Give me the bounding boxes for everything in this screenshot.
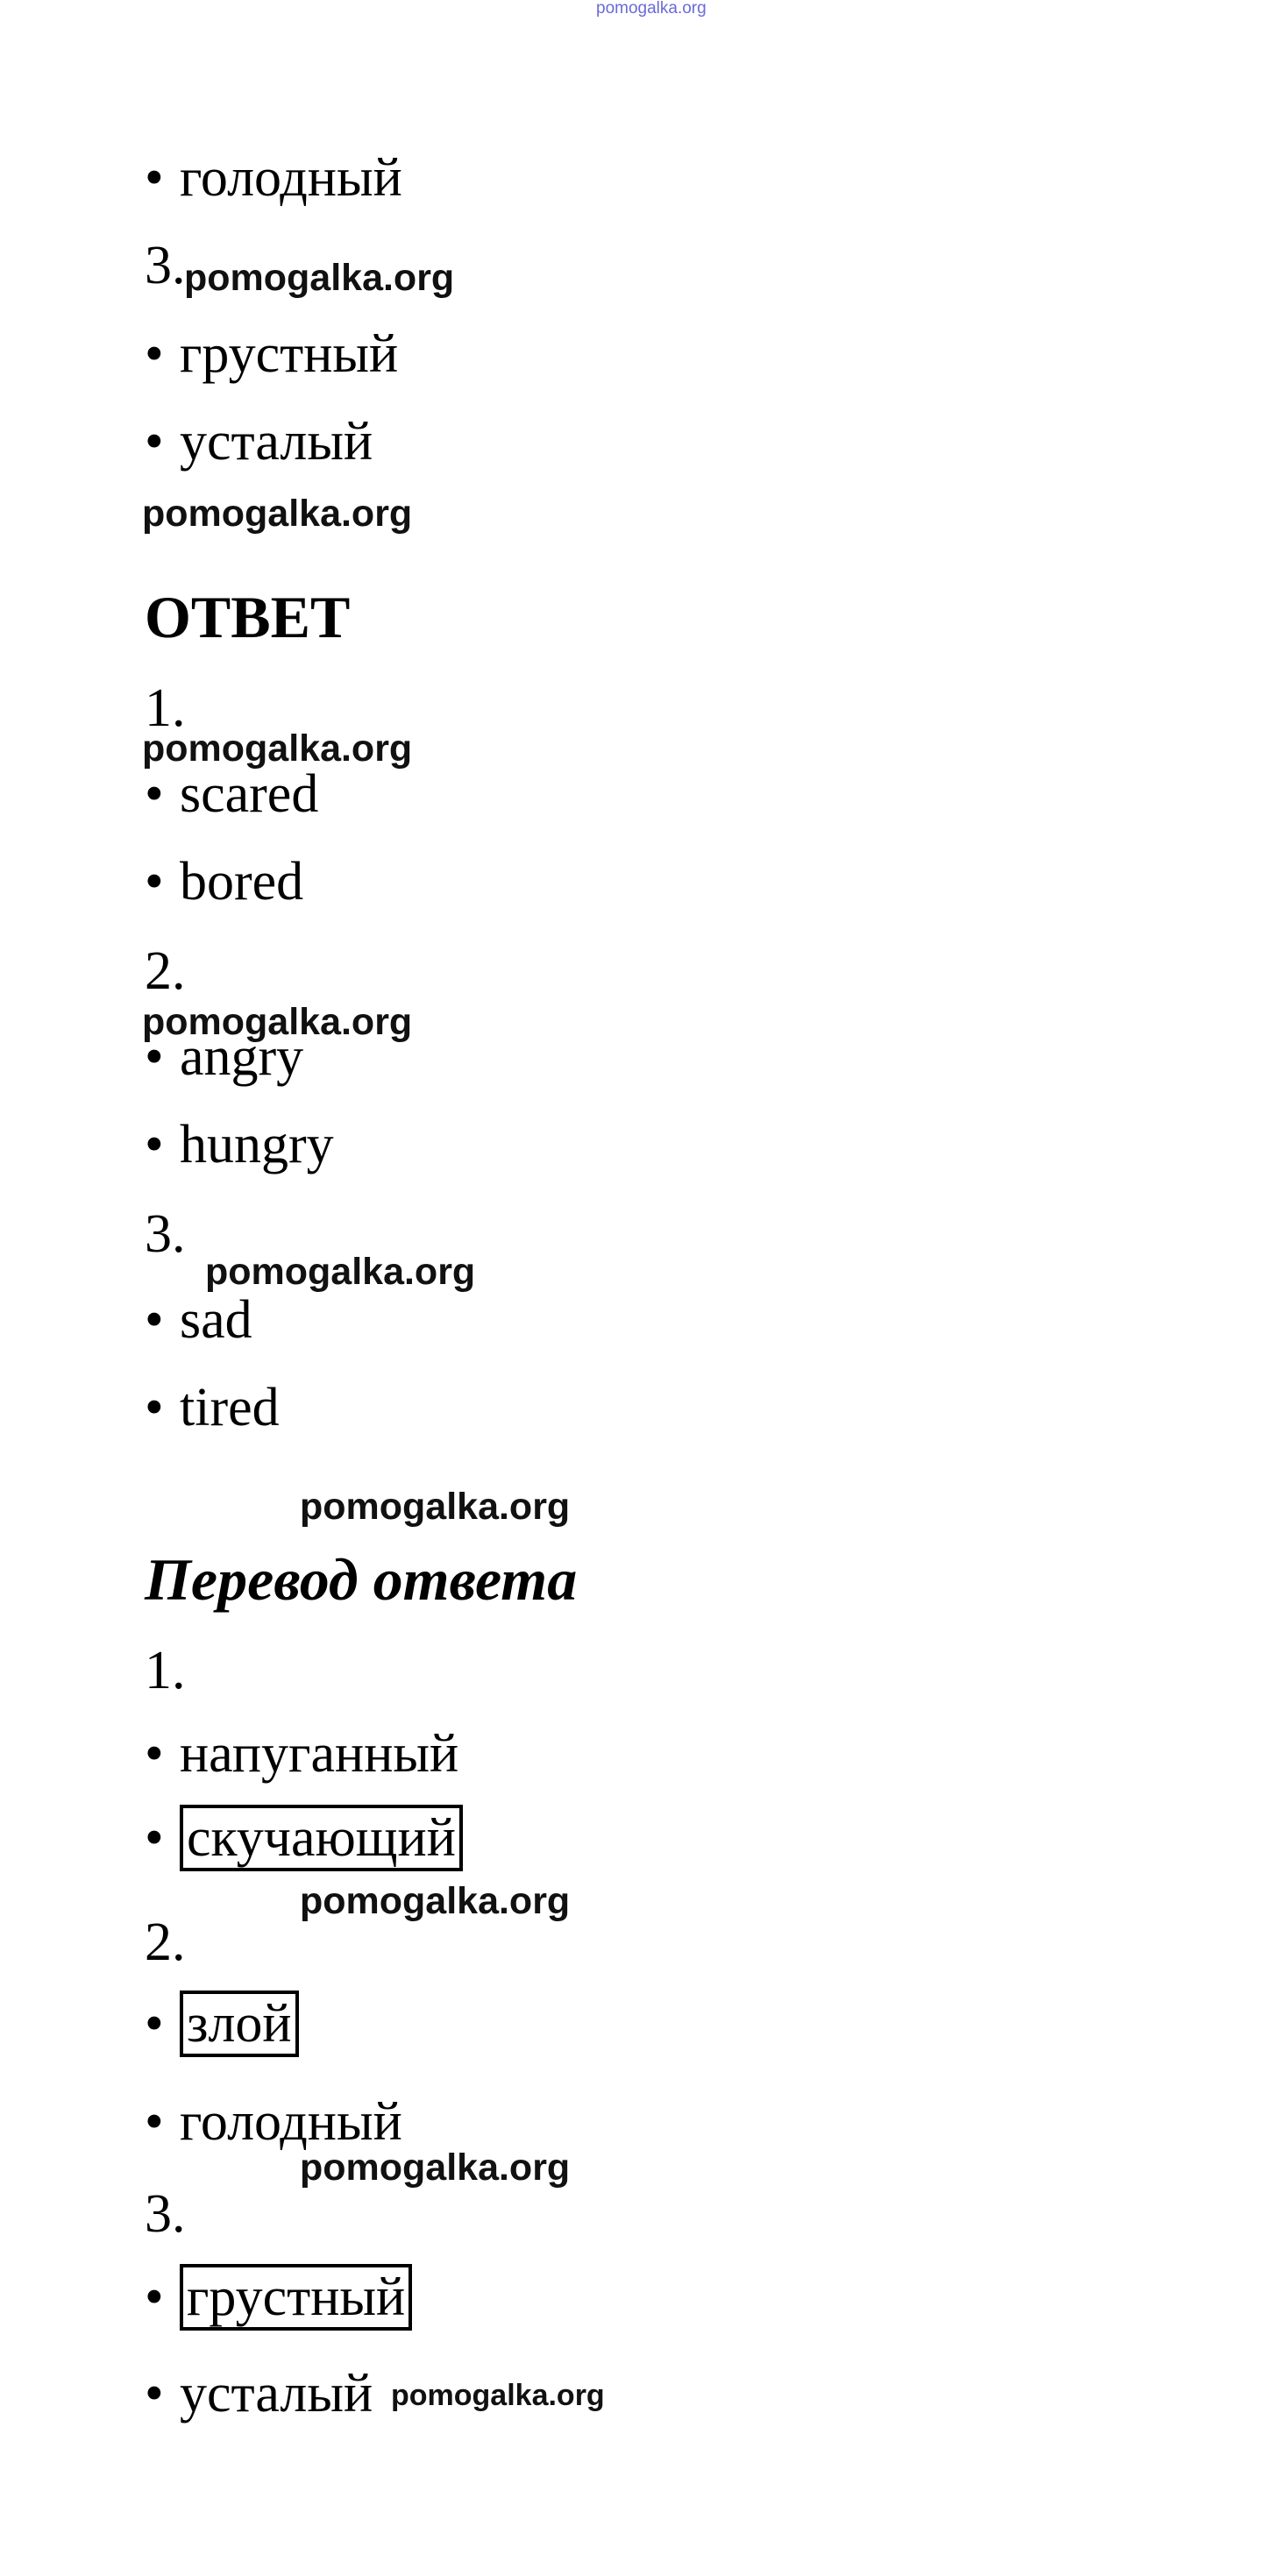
watermark: pomogalka.org xyxy=(300,1880,571,1922)
list-number: 2. xyxy=(145,1912,186,1972)
list-item: • напуганный xyxy=(145,1724,459,1784)
list-item-text: голодный xyxy=(180,2092,402,2152)
list-item: • scared xyxy=(145,764,319,824)
watermark: pomogalka.org xyxy=(391,2379,605,2412)
list-item-text: sad xyxy=(180,1290,252,1350)
list-number: 3. xyxy=(145,2184,186,2244)
list-item: • скучающий xyxy=(145,1811,463,1865)
list-item: • голодный xyxy=(145,148,402,208)
list-item-text: усталый xyxy=(180,2364,373,2423)
list-item-text: грустный xyxy=(180,324,399,384)
list-item: • angry xyxy=(145,1027,304,1087)
list-item: • злой xyxy=(145,1997,299,2051)
list-item-text: напуганный xyxy=(180,1724,459,1784)
watermark: pomogalka.org xyxy=(184,257,455,299)
list-item-text: angry xyxy=(180,1027,304,1087)
list-number: 1. xyxy=(145,1641,186,1700)
watermark: pomogalka.org xyxy=(142,727,413,770)
watermark: pomogalka.org xyxy=(205,1251,476,1293)
list-item-text: bored xyxy=(180,852,304,912)
list-item-text: tired xyxy=(180,1378,280,1437)
list-item: • bored xyxy=(145,852,304,912)
list-number: 3. xyxy=(145,1204,186,1264)
list-item-text: scared xyxy=(180,764,319,824)
list-item-text: усталый xyxy=(180,412,373,472)
list-number: 1. xyxy=(145,678,186,738)
list-item: • грустный xyxy=(145,324,399,384)
answer-heading: ОТВЕТ xyxy=(145,584,351,650)
boxed-answer: злой xyxy=(180,1991,299,2057)
list-item-text: hungry xyxy=(180,1115,334,1174)
list-item: • грустный xyxy=(145,2270,412,2324)
list-number: 3. xyxy=(145,236,186,295)
watermark: pomogalka.org xyxy=(142,493,413,535)
list-item: • tired xyxy=(145,1378,280,1437)
boxed-answer: грустный xyxy=(180,2264,412,2331)
list-item: • hungry xyxy=(145,1115,334,1174)
watermark-top: pomogalka.org xyxy=(596,0,707,18)
list-item-text: голодный xyxy=(180,148,402,208)
watermark: pomogalka.org xyxy=(300,2147,571,2189)
list-item: • усталый xyxy=(145,2364,373,2423)
boxed-answer: скучающий xyxy=(180,1805,463,1871)
watermark: pomogalka.org xyxy=(300,1486,571,1528)
list-item: • голодный xyxy=(145,2092,402,2152)
list-item: • усталый xyxy=(145,412,373,472)
watermark: pomogalka.org xyxy=(142,1001,413,1043)
translation-heading: Перевод ответа xyxy=(145,1546,578,1613)
list-number: 2. xyxy=(145,941,186,1001)
list-item: • sad xyxy=(145,1290,252,1350)
